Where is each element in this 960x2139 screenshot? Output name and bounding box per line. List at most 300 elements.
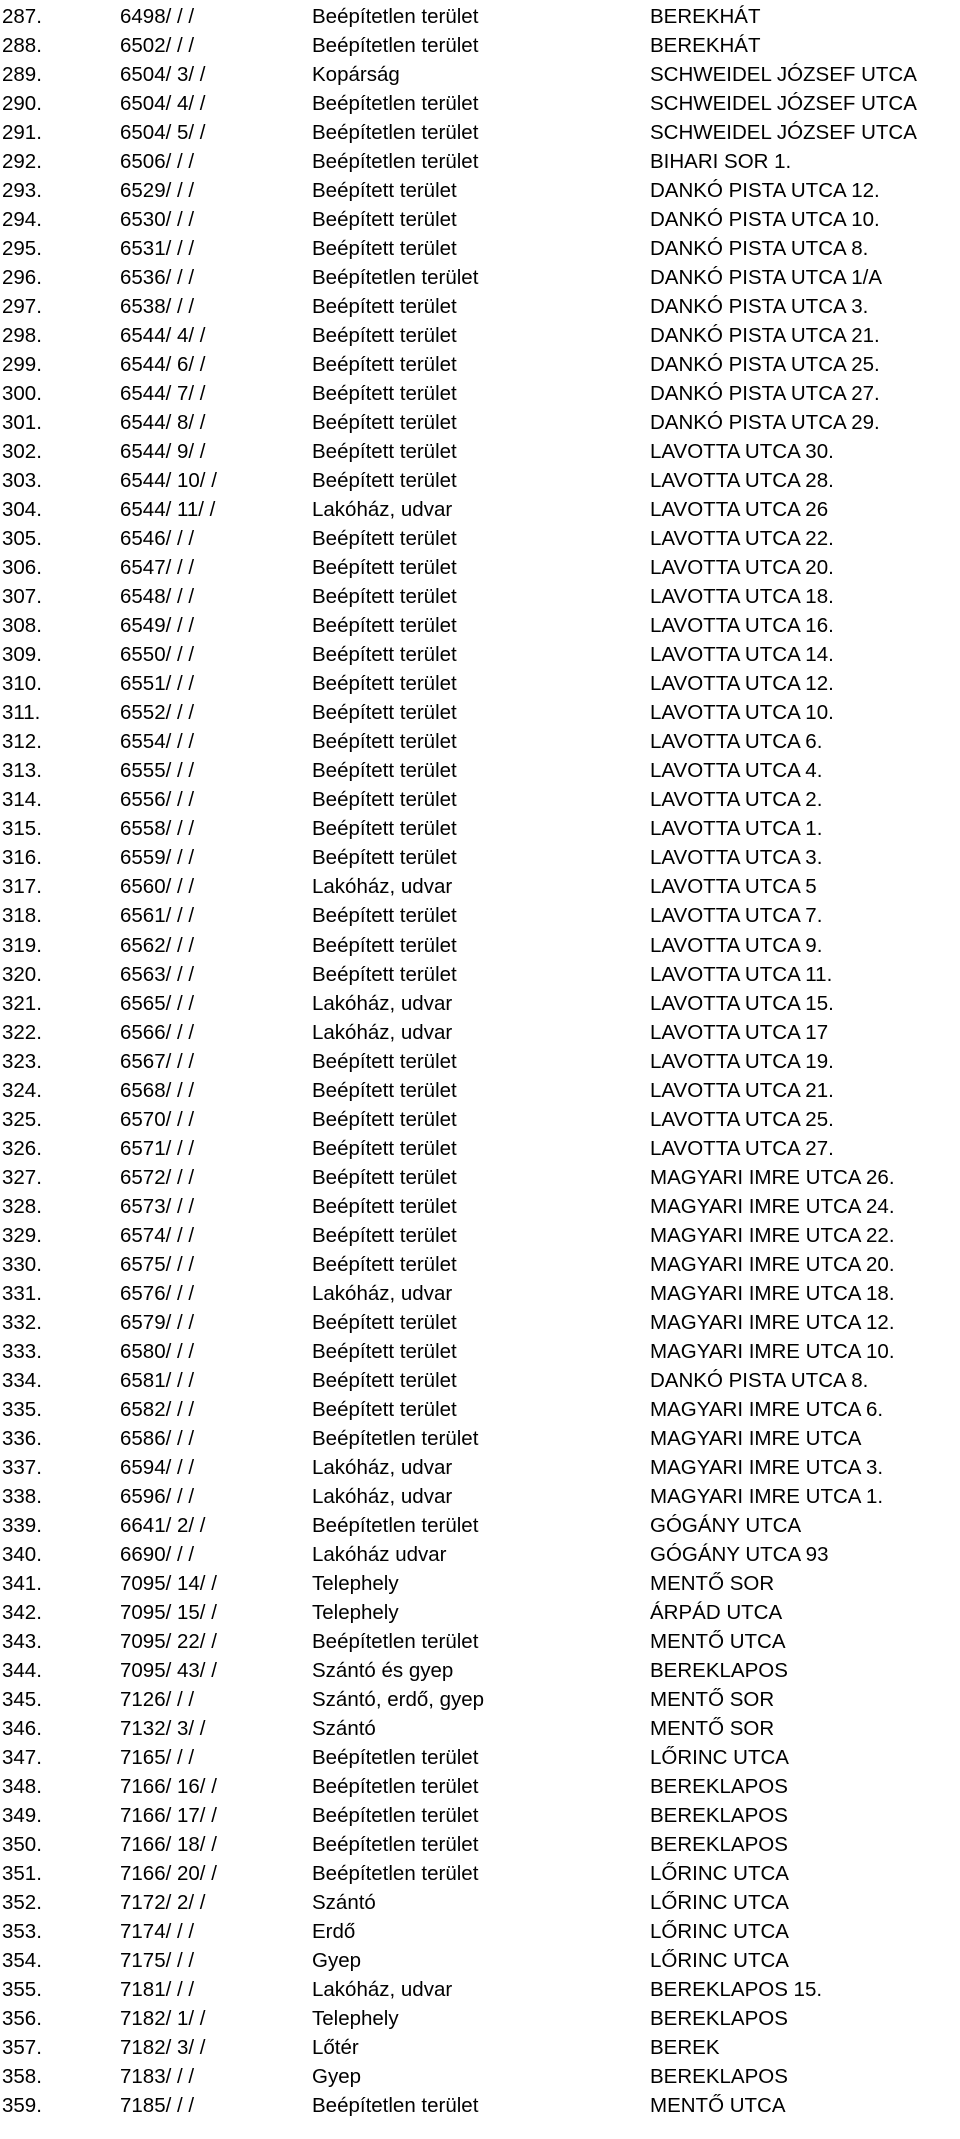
land-use: Lakóház, udvar: [312, 1020, 453, 1044]
parcel-number: 6574/ / /: [120, 1223, 195, 1247]
address: SCHWEIDEL JÓZSEF UTCA: [650, 121, 917, 145]
table-row: [0, 60, 960, 89]
land-use: Beépített terület: [312, 1194, 457, 1218]
row-number: 345.: [2, 1687, 42, 1711]
land-use: Beépítetlen terület: [312, 92, 479, 116]
land-use: Beépített terület: [312, 237, 457, 261]
address: LAVOTTA UTCA 21.: [650, 1078, 834, 1102]
address: BEREKLAPOS: [650, 2007, 788, 2031]
parcel-number: 6561/ / /: [120, 904, 195, 928]
parcel-number: 6567/ / /: [120, 1049, 195, 1073]
row-number: 304.: [2, 498, 42, 522]
table-row: [0, 1192, 960, 1221]
address: LAVOTTA UTCA 22.: [650, 527, 834, 551]
land-use: Lakóház, udvar: [312, 991, 453, 1015]
table-row: [0, 350, 960, 379]
row-number: 319.: [2, 933, 42, 957]
row-number: 303.: [2, 469, 42, 493]
parcel-number: 7165/ / /: [120, 1745, 195, 1769]
row-number: 305.: [2, 527, 42, 551]
table-row: [0, 1134, 960, 1163]
parcel-number: 7095/ 15/ /: [120, 1600, 217, 1624]
address: DANKÓ PISTA UTCA 27.: [650, 382, 880, 406]
parcel-number: 6548/ / /: [120, 585, 195, 609]
address: DANKÓ PISTA UTCA 8.: [650, 1368, 869, 1392]
land-use: Beépített terület: [312, 1397, 457, 1421]
address: LAVOTTA UTCA 16.: [650, 614, 834, 638]
parcel-number: 6559/ / /: [120, 846, 195, 870]
parcel-number: 6504/ 4/ /: [120, 92, 206, 116]
parcel-number: 6552/ / /: [120, 701, 195, 725]
parcel-number: 6502/ / /: [120, 34, 195, 58]
table-row: [0, 1801, 960, 1830]
table-row: [0, 408, 960, 437]
table-row: [0, 31, 960, 60]
row-number: 307.: [2, 585, 42, 609]
parcel-number: 6550/ / /: [120, 643, 195, 667]
address: LAVOTTA UTCA 12.: [650, 672, 834, 696]
land-use: Beépített terület: [312, 353, 457, 377]
parcel-number: 7182/ 1/ /: [120, 2007, 206, 2031]
table-row: [0, 785, 960, 814]
address: LAVOTTA UTCA 7.: [650, 904, 823, 928]
parcel-number: 6547/ / /: [120, 556, 195, 580]
parcel-number: 7175/ / /: [120, 1949, 195, 1973]
address: LŐRINC UTCA: [650, 1891, 789, 1915]
table-row: [0, 118, 960, 147]
address: DANKÓ PISTA UTCA 8.: [650, 237, 869, 261]
parcel-number: 6560/ / /: [120, 875, 195, 899]
table-row: [0, 379, 960, 408]
row-number: 354.: [2, 1949, 42, 1973]
land-use: Beépített terület: [312, 643, 457, 667]
row-number: 350.: [2, 1832, 42, 1856]
table-row: [0, 989, 960, 1018]
table-row: [0, 1656, 960, 1685]
land-use: Beépített terület: [312, 324, 457, 348]
address: MENTŐ SOR: [650, 1716, 775, 1740]
row-number: 309.: [2, 643, 42, 667]
row-number: 310.: [2, 672, 42, 696]
land-use: Beépített terület: [312, 208, 457, 232]
land-use: Szántó, erdő, gyep: [312, 1687, 485, 1711]
row-number: 343.: [2, 1629, 42, 1653]
land-use: Beépített terület: [312, 179, 457, 203]
table-row: [0, 582, 960, 611]
parcel-number: 6504/ 3/ /: [120, 63, 206, 87]
table-row: [0, 1047, 960, 1076]
parcel-number: 7095/ 14/ /: [120, 1571, 217, 1595]
address: LAVOTTA UTCA 14.: [650, 643, 834, 667]
table-row: [0, 1511, 960, 1540]
land-use: Beépített terület: [312, 1107, 457, 1131]
land-use: Beépített terület: [312, 1252, 457, 1276]
address: MAGYARI IMRE UTCA 26.: [650, 1165, 895, 1189]
row-number: 318.: [2, 904, 42, 928]
parcel-number: 7181/ / /: [120, 1978, 195, 2002]
parcel-number: 6498/ / /: [120, 5, 195, 28]
parcel-number: 6573/ / /: [120, 1194, 195, 1218]
land-use: Beépített terület: [312, 1165, 457, 1189]
parcel-number: 7182/ 3/ /: [120, 2036, 206, 2060]
row-number: 293.: [2, 179, 42, 203]
land-use: Beépítetlen terület: [312, 1803, 479, 1827]
parcel-number: 6572/ / /: [120, 1165, 195, 1189]
address: MAGYARI IMRE UTCA 24.: [650, 1194, 895, 1218]
address: LAVOTTA UTCA 26: [650, 498, 829, 522]
parcel-number: 7095/ 43/ /: [120, 1658, 217, 1682]
table-row: [0, 640, 960, 669]
table-row: [0, 669, 960, 698]
land-use: Beépített terület: [312, 295, 457, 319]
parcel-number: 6558/ / /: [120, 817, 195, 841]
table-row: [0, 1453, 960, 1482]
address: LAVOTTA UTCA 1.: [650, 817, 823, 841]
row-number: 347.: [2, 1745, 42, 1769]
table-row: [0, 292, 960, 321]
table-row: [0, 872, 960, 901]
address: BEREKLAPOS: [650, 1832, 788, 1856]
row-number: 320.: [2, 962, 42, 986]
parcel-number: 6555/ / /: [120, 759, 195, 783]
land-use: Beépített terület: [312, 1310, 457, 1334]
row-number: 289.: [2, 63, 42, 87]
land-use: Beépített terület: [312, 962, 457, 986]
property-list: [0, 2, 960, 2120]
row-number: 296.: [2, 266, 42, 290]
table-row: [0, 1917, 960, 1946]
row-number: 298.: [2, 324, 42, 348]
address: BEREKLAPOS 15.: [650, 1978, 823, 2002]
land-use: Beépítetlen terület: [312, 150, 479, 174]
row-number: 357.: [2, 2036, 42, 2060]
land-use: Beépített terület: [312, 672, 457, 696]
table-row: [0, 1714, 960, 1743]
land-use: Lakóház, udvar: [312, 1484, 453, 1508]
land-use: Gyep: [312, 2065, 361, 2089]
table-row: [0, 1105, 960, 1134]
table-row: [0, 698, 960, 727]
land-use: Beépített terület: [312, 1078, 457, 1102]
land-use: Beépítetlen terület: [312, 1832, 479, 1856]
parcel-number: 6579/ / /: [120, 1310, 195, 1334]
parcel-number: 6571/ / /: [120, 1136, 195, 1160]
row-number: 340.: [2, 1542, 42, 1566]
address: MAGYARI IMRE UTCA 3.: [650, 1455, 884, 1479]
parcel-number: 6530/ / /: [120, 208, 195, 232]
land-use: Beépített terület: [312, 730, 457, 754]
row-number: 359.: [2, 2094, 42, 2118]
row-number: 288.: [2, 34, 42, 58]
parcel-number: 7166/ 18/ /: [120, 1832, 217, 1856]
address: DANKÓ PISTA UTCA 21.: [650, 324, 880, 348]
table-row: [0, 843, 960, 872]
land-use: Beépített terület: [312, 1339, 457, 1363]
row-number: 353.: [2, 1920, 42, 1944]
parcel-number: 6546/ / /: [120, 527, 195, 551]
row-number: 352.: [2, 1891, 42, 1915]
row-number: 301.: [2, 411, 42, 435]
row-number: 342.: [2, 1600, 42, 1624]
land-use: Lakóház, udvar: [312, 1455, 453, 1479]
row-number: 335.: [2, 1397, 42, 1421]
land-use: Szántó és gyep: [312, 1658, 454, 1682]
address: MAGYARI IMRE UTCA 20.: [650, 1252, 895, 1276]
table-row: [0, 1279, 960, 1308]
land-use: Beépített terület: [312, 1223, 457, 1247]
land-use: Gyep: [312, 1949, 361, 1973]
address: LAVOTTA UTCA 4.: [650, 759, 823, 783]
address: LAVOTTA UTCA 10.: [650, 701, 834, 725]
table-row: [0, 2062, 960, 2091]
table-row: [0, 2004, 960, 2033]
land-use: Lakóház udvar: [312, 1542, 447, 1566]
table-row: [0, 1888, 960, 1917]
parcel-number: 6641/ 2/ /: [120, 1513, 206, 1537]
land-use: Beépített terület: [312, 817, 457, 841]
row-number: 291.: [2, 121, 42, 145]
table-row: [0, 756, 960, 785]
address: DANKÓ PISTA UTCA 12.: [650, 179, 880, 203]
address: BEREK: [650, 2036, 720, 2060]
table-row: [0, 176, 960, 205]
row-number: 351.: [2, 1862, 42, 1885]
row-number: 322.: [2, 1020, 42, 1044]
row-number: 321.: [2, 991, 42, 1015]
row-number: 311.: [2, 701, 41, 725]
address: BEREKLAPOS: [650, 1803, 788, 1827]
land-use: Beépített terület: [312, 556, 457, 580]
address: BEREKLAPOS: [650, 1774, 788, 1798]
table-row: [0, 1743, 960, 1772]
address: LAVOTTA UTCA 20.: [650, 556, 834, 580]
row-number: 324.: [2, 1078, 42, 1102]
parcel-number: 7185/ / /: [120, 2094, 195, 2118]
parcel-number: 6566/ / /: [120, 1020, 195, 1044]
address: LAVOTTA UTCA 9.: [650, 933, 823, 957]
parcel-number: 7183/ / /: [120, 2065, 195, 2089]
table-row: [0, 727, 960, 756]
table-row: [0, 205, 960, 234]
address: ÁRPÁD UTCA: [650, 1600, 783, 1624]
address: MENTŐ SOR: [650, 1687, 775, 1711]
row-number: 333.: [2, 1339, 42, 1363]
parcel-number: 6549/ / /: [120, 614, 195, 638]
parcel-number: 6568/ / /: [120, 1078, 195, 1102]
row-number: 331.: [2, 1281, 42, 1305]
address: LAVOTTA UTCA 3.: [650, 846, 823, 870]
table-row: [0, 1337, 960, 1366]
address: LAVOTTA UTCA 6.: [650, 730, 823, 754]
address: LAVOTTA UTCA 17: [650, 1020, 829, 1044]
table-row: [0, 1221, 960, 1250]
parcel-number: 6544/ 4/ /: [120, 324, 206, 348]
row-number: 325.: [2, 1107, 42, 1131]
address: LAVOTTA UTCA 5: [650, 875, 817, 899]
address: LAVOTTA UTCA 11.: [650, 962, 833, 986]
parcel-number: 6570/ / /: [120, 1107, 195, 1131]
row-number: 302.: [2, 440, 42, 464]
land-use: Beépített terület: [312, 788, 457, 812]
land-use: Telephely: [312, 2007, 399, 2031]
land-use: Beépített terület: [312, 585, 457, 609]
address: MAGYARI IMRE UTCA 18.: [650, 1281, 895, 1305]
row-number: 315.: [2, 817, 42, 841]
table-row: [0, 524, 960, 553]
address: DANKÓ PISTA UTCA 25.: [650, 353, 880, 377]
land-use: Beépített terület: [312, 933, 457, 957]
land-use: Beépített terület: [312, 469, 457, 493]
table-row: [0, 1830, 960, 1859]
parcel-number: 6544/ 10/ /: [120, 469, 217, 493]
row-number: 323.: [2, 1049, 42, 1073]
parcel-number: 6563/ / /: [120, 962, 195, 986]
address: MAGYARI IMRE UTCA 22.: [650, 1223, 895, 1247]
land-use: Lakóház, udvar: [312, 875, 453, 899]
land-use: Telephely: [312, 1600, 399, 1624]
land-use: Beépített terület: [312, 1136, 457, 1160]
address: DANKÓ PISTA UTCA 3.: [650, 295, 869, 319]
address: DANKÓ PISTA UTCA 29.: [650, 411, 880, 435]
land-use: Lakóház, udvar: [312, 1281, 453, 1305]
row-number: 294.: [2, 208, 42, 232]
table-row: [0, 1366, 960, 1395]
table-row: [0, 1598, 960, 1627]
parcel-number: 6531/ / /: [120, 237, 195, 261]
row-number: 344.: [2, 1658, 42, 1682]
address: GÓGÁNY UTCA: [650, 1513, 802, 1537]
row-number: 300.: [2, 382, 42, 406]
parcel-number: 7172/ 2/ /: [120, 1891, 206, 1915]
land-use: Beépített terület: [312, 614, 457, 638]
row-number: 306.: [2, 556, 42, 580]
parcel-number: 6506/ / /: [120, 150, 195, 174]
parcel-number: 6536/ / /: [120, 266, 195, 290]
row-number: 338.: [2, 1484, 42, 1508]
land-use: Beépített terület: [312, 440, 457, 464]
address: LAVOTTA UTCA 2.: [650, 788, 823, 812]
land-use: Beépítetlen terület: [312, 266, 479, 290]
table-row: [0, 553, 960, 582]
table-row: [0, 2033, 960, 2062]
address: MAGYARI IMRE UTCA 10.: [650, 1339, 895, 1363]
row-number: 297.: [2, 295, 42, 319]
address: MENTŐ SOR: [650, 1571, 775, 1595]
address: LAVOTTA UTCA 27.: [650, 1136, 834, 1160]
table-row: [0, 89, 960, 118]
table-row: [0, 466, 960, 495]
parcel-number: 6538/ / /: [120, 295, 195, 319]
land-use: Beépítetlen terület: [312, 1426, 479, 1450]
row-number: 326.: [2, 1136, 42, 1160]
land-use: Telephely: [312, 1571, 399, 1595]
table-row: [0, 1975, 960, 2004]
table-row: [0, 1163, 960, 1192]
parcel-number: 6594/ / /: [120, 1455, 195, 1479]
row-number: 349.: [2, 1803, 42, 1827]
table-row: [0, 2091, 960, 2120]
address: SCHWEIDEL JÓZSEF UTCA: [650, 92, 917, 116]
parcel-number: 6544/ 7/ /: [120, 382, 206, 406]
parcel-number: 7126/ / /: [120, 1687, 195, 1711]
table-row: [0, 1395, 960, 1424]
row-number: 332.: [2, 1310, 42, 1334]
parcel-number: 7166/ 17/ /: [120, 1803, 217, 1827]
parcel-number: 6596/ / /: [120, 1484, 195, 1508]
row-number: 299.: [2, 353, 42, 377]
land-use: Beépített terület: [312, 701, 457, 725]
row-number: 314.: [2, 788, 42, 812]
table-row: [0, 147, 960, 176]
land-use: Lőtér: [312, 2036, 359, 2060]
land-use: Beépítetlen terület: [312, 2094, 479, 2118]
table-row: [0, 437, 960, 466]
table-row: [0, 1482, 960, 1511]
address: LAVOTTA UTCA 30.: [650, 440, 834, 464]
address: MAGYARI IMRE UTCA 1.: [650, 1484, 884, 1508]
table-row: [0, 1946, 960, 1975]
address: SCHWEIDEL JÓZSEF UTCA: [650, 63, 917, 87]
address: LŐRINC UTCA: [650, 1862, 789, 1885]
land-use: Beépítetlen terület: [312, 1745, 479, 1769]
land-use: Beépített terület: [312, 759, 457, 783]
parcel-number: 6529/ / /: [120, 179, 195, 203]
table-row: [0, 1569, 960, 1598]
parcel-number: 6551/ / /: [120, 672, 195, 696]
row-number: 290.: [2, 92, 42, 116]
address: MENTŐ UTCA: [650, 2094, 786, 2118]
land-use: Beépített terület: [312, 411, 457, 435]
row-number: 287.: [2, 5, 42, 28]
parcel-number: 6554/ / /: [120, 730, 195, 754]
land-use: Erdő: [312, 1920, 356, 1944]
parcel-number: 6582/ / /: [120, 1397, 195, 1421]
table-row: [0, 495, 960, 524]
land-use: Beépítetlen terület: [312, 1513, 479, 1537]
land-use: Beépítetlen terület: [312, 121, 479, 145]
table-row: [0, 2, 960, 31]
parcel-number: 7095/ 22/ /: [120, 1629, 217, 1653]
parcel-number: 6576/ / /: [120, 1281, 195, 1305]
address: LAVOTTA UTCA 25.: [650, 1107, 834, 1131]
address: GÓGÁNY UTCA 93: [650, 1542, 829, 1566]
table-row: [0, 1250, 960, 1279]
table-row: [0, 960, 960, 989]
row-number: 328.: [2, 1194, 42, 1218]
table-row: [0, 1018, 960, 1047]
parcel-number: 6580/ / /: [120, 1339, 195, 1363]
table-row: [0, 1685, 960, 1714]
table-row: [0, 1076, 960, 1105]
parcel-number: 7174/ / /: [120, 1920, 195, 1944]
parcel-number: 6544/ 9/ /: [120, 440, 206, 464]
table-row: [0, 1540, 960, 1569]
land-use: Beépített terület: [312, 846, 457, 870]
land-use: Beépítetlen terület: [312, 5, 479, 28]
table-row: [0, 1772, 960, 1801]
address: LAVOTTA UTCA 19.: [650, 1049, 834, 1073]
row-number: 356.: [2, 2007, 42, 2031]
row-number: 348.: [2, 1774, 42, 1798]
address: LŐRINC UTCA: [650, 1920, 789, 1944]
address: LAVOTTA UTCA 28.: [650, 469, 834, 493]
land-use: Beépített terület: [312, 382, 457, 406]
address: LAVOTTA UTCA 18.: [650, 585, 834, 609]
parcel-number: 6544/ 11/ /: [120, 498, 216, 522]
address: LŐRINC UTCA: [650, 1949, 789, 1973]
parcel-number: 7166/ 16/ /: [120, 1774, 217, 1798]
land-use: Beépített terület: [312, 904, 457, 928]
